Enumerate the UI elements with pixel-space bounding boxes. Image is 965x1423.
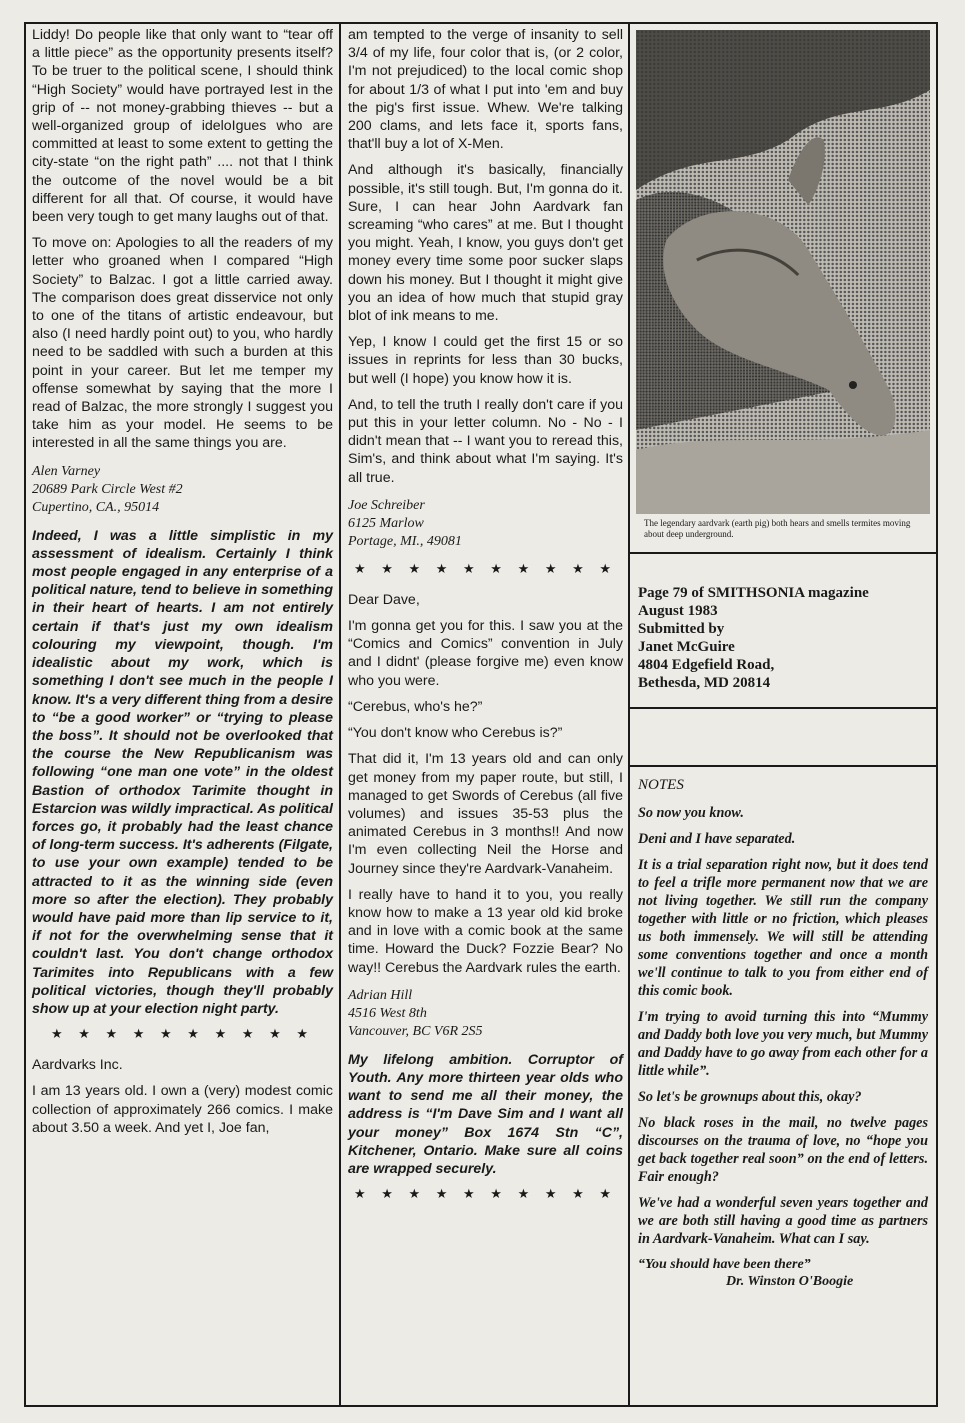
column-right [630, 24, 936, 1405]
signature-city: Vancouver, BC V6R 2S5 [348, 1023, 483, 1039]
letter-signature [32, 463, 333, 517]
letter-signature [348, 987, 623, 1041]
letter-paragraph: To move on: Apologies to all the readers of my letter who groaned when I compared “High Society” to Balzac. I got a little carried away. The comparison does great disservice not only to one of the titans of artistic endeavour, but also (I need hardly point out) to you, who hardly need to be saddled with such a burden at this point in your career. But let me temper my offense somewhat by saying that the more I read of Balzac, the more strongly I suggest you take him as your model. He seems to be interested in all the same things you are. [32, 235, 333, 452]
signature-address: 6125 Marlow [348, 515, 424, 531]
signature-address: 4516 West 8th [348, 1005, 427, 1021]
star-divider: ★ ★ ★ ★ ★ ★ ★ ★ ★ ★ [50, 1026, 315, 1042]
signature-name: Alen Varney [32, 463, 101, 479]
photo-caption: The legendary aardvark (earth pig) both hears and smells termites moving about deep underground. [644, 518, 911, 539]
credit-line: August 1983 [638, 603, 718, 619]
letter-paragraph: I really have to hand it to you, you really know how to make a 13 year old kid broke and in love with a comic book at the same time. Howard the Duck? Fozzie Bear? No way!! Cerebus the Aardvark rules the earth. [348, 886, 623, 976]
credit-line: Page 79 of SMITHSONIA magazine [638, 585, 869, 601]
signature-name: Adrian Hill [348, 987, 413, 1003]
blank-box [630, 709, 936, 767]
notes-title: NOTES [638, 777, 684, 793]
notes-signature: Dr. Winston O'Boogie [726, 1274, 854, 1289]
notes-paragraph: We've had a wonderful seven years together and we are both still having a good time as partners in Aardvark-Vanaheim. What can I say. [638, 1195, 928, 1247]
letter-paragraph: That did it, I'm 13 years old and can only get money from my paper route, but still, I managed to get Swords of Cerebus (all five volumes) and issues 35-53 plus the animated Cerebus in 3 months!! And now I'm even collecting Neil the Horse and Journey since they're Aardvark-Vanaheim. [348, 751, 623, 877]
credit-line: Janet McGuire [638, 639, 735, 655]
aardvark-photo [636, 30, 930, 514]
letters-page [24, 22, 938, 1407]
signature-city: Cupertino, CA., 95014 [32, 499, 160, 515]
column-middle [341, 24, 630, 1405]
letter-paragraph: Yep, I know I could get the first 15 or so issues in reprints for less than 30 bucks, but well (I hope) you know how it is. [348, 334, 623, 387]
letter-salutation: Aardvarks Inc. [32, 1057, 123, 1074]
notes-paragraph: I'm trying to avoid turning this into “Mummy and Daddy both love you very much, but Mummy and Daddy have to go away from each other for a little while”. [638, 1009, 928, 1079]
photo-panel [630, 24, 936, 554]
letter-paragraph: “You don't know who Cerebus is?” [348, 725, 563, 742]
star-divider: ★ ★ ★ ★ ★ ★ ★ ★ ★ ★ [353, 560, 618, 576]
letter-paragraph: I am 13 years old. I own a (very) modest comic collection of approximately 266 comics. I make about 3.50 a week. And yet I, Joe fan, [32, 1083, 333, 1136]
letter-signature [348, 497, 623, 551]
notes-paragraph: Deni and I have separated. [638, 831, 796, 847]
letter-paragraph: I'm gonna get you for this. I saw you at the “Comics and Comics” convention in July and I didnt' (please forgive me) even know who you were. [348, 618, 623, 689]
notes-paragraph: So let's be grownups about this, okay? [638, 1089, 862, 1105]
notes-paragraph: No black roses in the mail, no twelve pages discourses on the trauma of love, no “hope you get back together real soon” on the end of letters. Fair enough? [638, 1115, 928, 1185]
signature-city: Portage, MI., 49081 [348, 533, 462, 549]
letter-paragraph: And although it's basically, financially possible, it's still tough. But, I'm gonna do it. Sure, I can hear John Aardvark fan screaming “who cares” at me. But I thought you might. Yeah, I know, you guys don't get money every time some poor sucker slaps down his money. But I thought it might give you an idea of how much that stupid gray blot of ink means to me. [348, 162, 623, 325]
letter-salutation: Dear Dave, [348, 591, 420, 608]
letter-paragraph: And, to tell the truth I really don't care if you put this in your letter column. No - No - I didn't mean that -- I want you to reread this, Sim's, and think about what I'm saying. It's all true. [348, 396, 623, 486]
letter-paragraph: Liddy! Do people like that only want to “tear off a little piece” as the opportunity presents itself? To be truer to the political scene, I should think “High Society” would have portrayed Iest in the grip of -- not money-grabbing thieves -- but a well-organized group of ideloIgues who are committed at least to some extent to getting the city-state “on the right path” .... not that I think the outcome of the novel would be a bit different for all that. Of course, it would have been very tough to get many laughs out of that. [32, 27, 333, 226]
notes-quote: “You should have been there” [638, 1257, 811, 1272]
letter-paragraph: am tempted to the verge of insanity to sell 3/4 of my life, four color that is, (or 2 color, I'm not prejudiced) to the local comic shop for about 1/3 of what I put into 'em and buy the pig's first issue. Whew. We're talking 200 clams, and lets face it, sports fans, that'll buy a lot of X-Men. [348, 27, 623, 153]
star-divider: ★ ★ ★ ★ ★ ★ ★ ★ ★ ★ [353, 1186, 618, 1202]
submission-credit [630, 554, 936, 709]
notes-section [630, 767, 936, 1405]
notes-paragraph: So now you know. [638, 805, 744, 821]
signature-name: Joe Schreiber [348, 497, 425, 513]
signature-address: 20689 Park Circle West #2 [32, 481, 183, 497]
notes-paragraph: It is a trial separation right now, but it does tend to feel a trifle more permanent now that we are not living together. We still run the company together with little or no friction, which pleases us both immensely. We will still be attending some conventions together and once a month we'll continue to talk to you from either end of this comic book. [638, 857, 928, 999]
letter-paragraph: “Cerebus, who's he?” [348, 698, 483, 715]
editor-reply: Indeed, I was a little simplistic in my assessment of idealism. Certainly I think most people engaged in any enterprise of a political nature, tend to believe in something in their heart of hearts. I am not entirely certain if that's just my own idealism colouring my viewpoint, though. I'm idealistic about my work, which is something I don't see much in the people I know. It's a very different thing from a desire to “be a good worker” or “trying to please the boss”. It should not be overlooked that the course the New Republicanism was following “one man one vote” in the oldest Bastion of orthodox Tarimite thought in Estarcion was wildly impractical. As political forces go, it probably had the least chance of long-term success. It's adherents (Filgate, to use your own example) tended to be attracted to it as the winning side (even more so after the election). They probably would have paid more than lip service to it, if not for the overwhelming sense that it couldn't last. You don't change orthodox Tarimites into Republicans with a few political victories, though they'll probably show up at your election night party. [32, 527, 333, 1017]
credit-line: 4804 Edgefield Road, [638, 657, 775, 673]
credit-line: Submitted by [638, 621, 725, 637]
editor-reply: My lifelong ambition. Corruptor of Youth. Any more thirteen year olds who want to send me all their money, the address is “I'm Dave Sim and I want all your money” Box 1674 Stn “C”, Kitchener, Ontario. Make sure all coins are wrapped securely. [348, 1051, 623, 1177]
column-left [26, 24, 341, 1405]
credit-line: Bethesda, MD 20814 [638, 675, 771, 691]
